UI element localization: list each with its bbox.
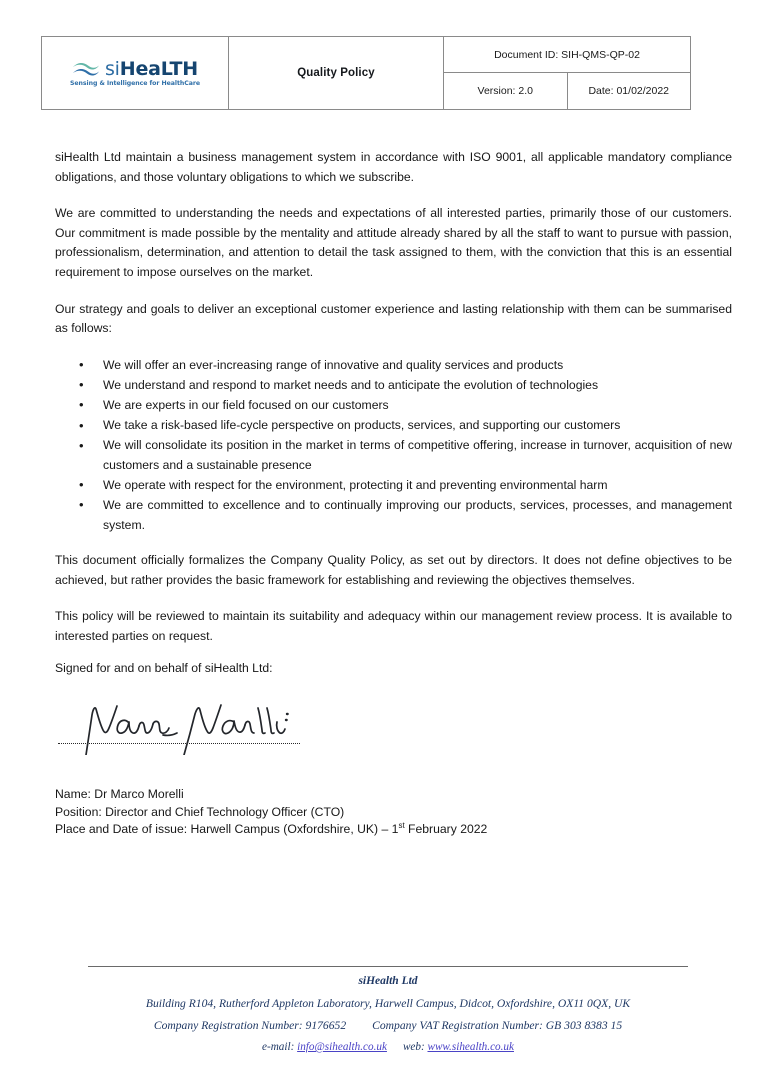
header-logo-cell — [42, 37, 229, 110]
header-version-cell — [444, 73, 568, 110]
footer-email-link[interactable]: info@sihealth.co.uk — [297, 1041, 387, 1053]
document-body — [55, 148, 732, 646]
logo-word-bold: HeaLTH — [119, 57, 198, 80]
footer-registration-row — [88, 1019, 688, 1032]
paragraph-4: This document officially formalizes the Company Quality Policy, as set out by directors. It does not define objectives to be achieved, but rather provides the basic framework for establishing and reviewing the objectives themselves. — [55, 553, 732, 587]
header-docid-cell — [444, 37, 691, 73]
place-date-ordinal: st — [398, 821, 405, 831]
document-title: Quality Policy — [297, 67, 375, 79]
signatory-name: Name: Dr Marco Morelli — [55, 787, 184, 801]
logo-tagline: Sensing & Intelligence for HealthCare — [70, 79, 200, 87]
signature-intro: Signed for and on behalf of siHealth Ltd: — [55, 661, 273, 675]
footer-vat-number: Company VAT Registration Number: GB 303 8383 15 — [372, 1019, 623, 1032]
document-id: Document ID: SIH-QMS-QP-02 — [494, 48, 640, 61]
paragraph-5: This policy will be reviewed to maintain its suitability and adequacy within our management review process. It is available to interested parties on request. — [55, 609, 732, 643]
footer-address: Building R104, Rutherford Appleton Laboratory, Harwell Campus, Didcot, Oxfordshire, OX11 0QX, UK — [145, 997, 631, 1010]
signatory-position: Position: Director and Chief Technology Officer (CTO) — [55, 804, 345, 819]
footer-contact-row — [88, 1041, 688, 1053]
header-title-cell — [229, 37, 444, 110]
document-header-table — [41, 36, 691, 110]
document-version: Version: 2.0 — [477, 85, 533, 97]
place-date-suffix: February 2022 — [404, 822, 488, 837]
list-item: • We operate with respect for the environment, protecting it and preventing environmental harm — [55, 476, 732, 496]
logo-word-light: si — [104, 57, 120, 80]
wave-mark-icon — [72, 61, 100, 78]
paragraph-1: siHealth Ltd maintain a business management system in accordance with ISO 9001, all applicable mandatory compliance obligations, and those voluntary obligations to which we subscribe. — [55, 150, 732, 184]
list-item: • We will offer an ever-increasing range of innovative and quality services and products — [55, 356, 732, 376]
footer-web-link[interactable]: www.sihealth.co.uk — [427, 1041, 514, 1053]
footer-registration-number: Company Registration Number: 9176652 — [153, 1019, 347, 1032]
signatory-details — [55, 786, 487, 839]
handwritten-signature-icon — [58, 700, 318, 755]
logo-wordmark — [104, 57, 198, 80]
strategy-bullet-list — [55, 356, 732, 535]
footer-email-label: e-mail: — [262, 1041, 295, 1053]
list-item: • We are committed to excellence and to continually improving our products, services, processes, and management system. — [55, 496, 732, 535]
company-logo — [42, 59, 228, 87]
paragraph-3: Our strategy and goals to deliver an exceptional customer experience and lasting relationship with them can be summarised as follows: — [55, 301, 732, 336]
list-item: • We are experts in our field focused on our customers — [55, 396, 732, 416]
list-item: • We understand and respond to market needs and to anticipate the evolution of technologies — [55, 376, 732, 396]
header-date-cell — [567, 73, 691, 110]
signature-area — [58, 700, 318, 755]
document-footer — [88, 966, 688, 1053]
signature-line — [58, 743, 300, 744]
footer-divider — [88, 966, 688, 967]
list-item: • We will consolidate its position in the market in terms of competitive offering, increase in turnover, acquisition of new customers and a sustainable presence — [55, 436, 732, 475]
place-date-prefix: Place and Date of issue: Harwell Campus (Oxfordshire, UK) – 1 — [55, 822, 399, 837]
signatory-place-date — [55, 821, 487, 839]
footer-company-name: siHealth Ltd — [358, 975, 418, 987]
footer-web-label: web: — [402, 1041, 425, 1053]
list-item: • We take a risk-based life-cycle perspective on products, services, and supporting our customers — [55, 416, 732, 436]
document-date: Date: 01/02/2022 — [588, 85, 670, 97]
paragraph-2: We are committed to understanding the needs and expectations of all interested parties, primarily those of our customers. Our commitment is made possible by the mentality and attitude already shared by all the staff to want to pursue with passion, professionalism, determination, and attention to detail the task assigned to them, with the conviction that this is an essential requirement to impose ourselves on the market. — [55, 206, 732, 279]
